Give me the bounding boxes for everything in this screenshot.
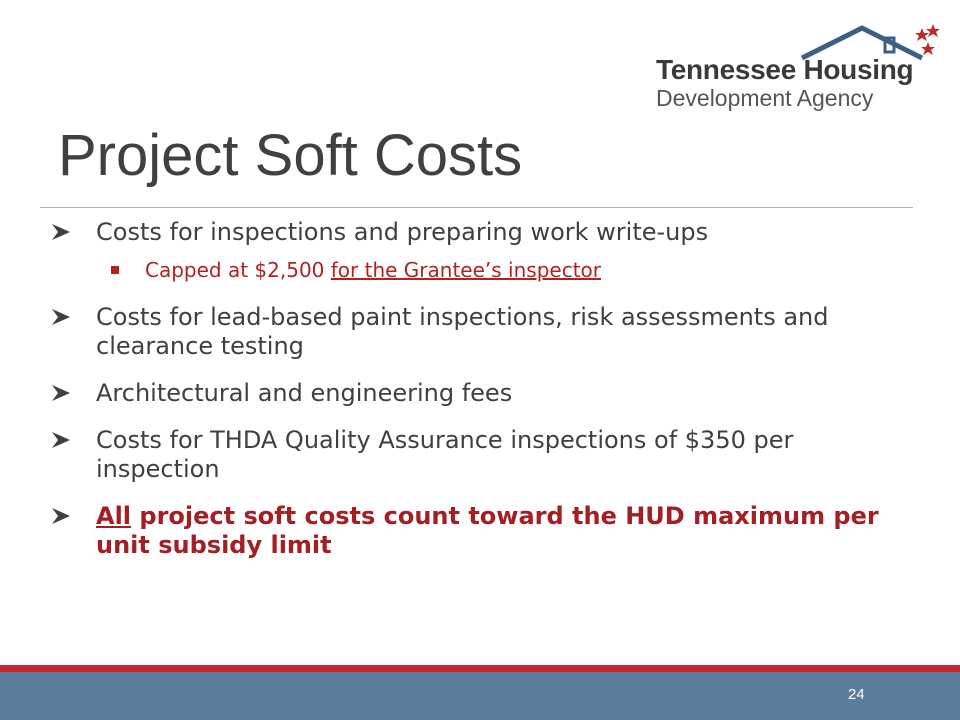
star-icon	[926, 24, 940, 37]
page-title: Project Soft Costs	[58, 123, 523, 188]
square-bullet-icon	[111, 266, 119, 274]
arrow-bullet-icon	[50, 383, 72, 403]
arrow-bullet-icon	[50, 222, 72, 242]
thda-logo	[652, 22, 942, 114]
title-divider	[40, 207, 913, 208]
arrow-bullet-icon	[50, 506, 72, 526]
sub-bullet-underlined-text: for the Grantee’s inspector	[330, 258, 601, 282]
bullet-item	[50, 426, 920, 484]
arrow-bullet-icon	[50, 307, 72, 327]
star-icon	[915, 28, 929, 41]
logo-line-2: Development Agency	[656, 85, 874, 111]
bullet-text: Costs for THDA Quality Assurance inspections of $350 per inspection	[96, 426, 794, 483]
bullet-text: Architectural and engineering fees	[96, 379, 513, 407]
logo-line-1: Tennessee Housing	[656, 54, 914, 85]
bullet-item	[50, 379, 920, 408]
star-icon	[921, 42, 935, 55]
sub-bullet-item	[50, 257, 920, 283]
bullet-text: Costs for inspections and preparing work write-ups	[96, 218, 709, 246]
emphasis-text: project soft costs count toward the HUD maximum per unit subsidy limit	[96, 502, 879, 559]
footer-accent-bar	[0, 665, 960, 672]
arrow-bullet-icon	[50, 430, 72, 450]
bullet-item	[50, 303, 920, 361]
emphasis-underlined-text: All	[96, 502, 132, 530]
footer-bar	[0, 672, 960, 720]
sub-bullet-text: Capped at $2,500	[145, 258, 331, 282]
bullet-text: Costs for lead-based paint inspections, risk assessments and clearance testing	[96, 303, 829, 360]
page-number: 24	[848, 686, 865, 703]
bullet-item	[50, 218, 920, 247]
bullet-list	[50, 218, 920, 578]
bullet-item-emphasis	[50, 502, 920, 560]
